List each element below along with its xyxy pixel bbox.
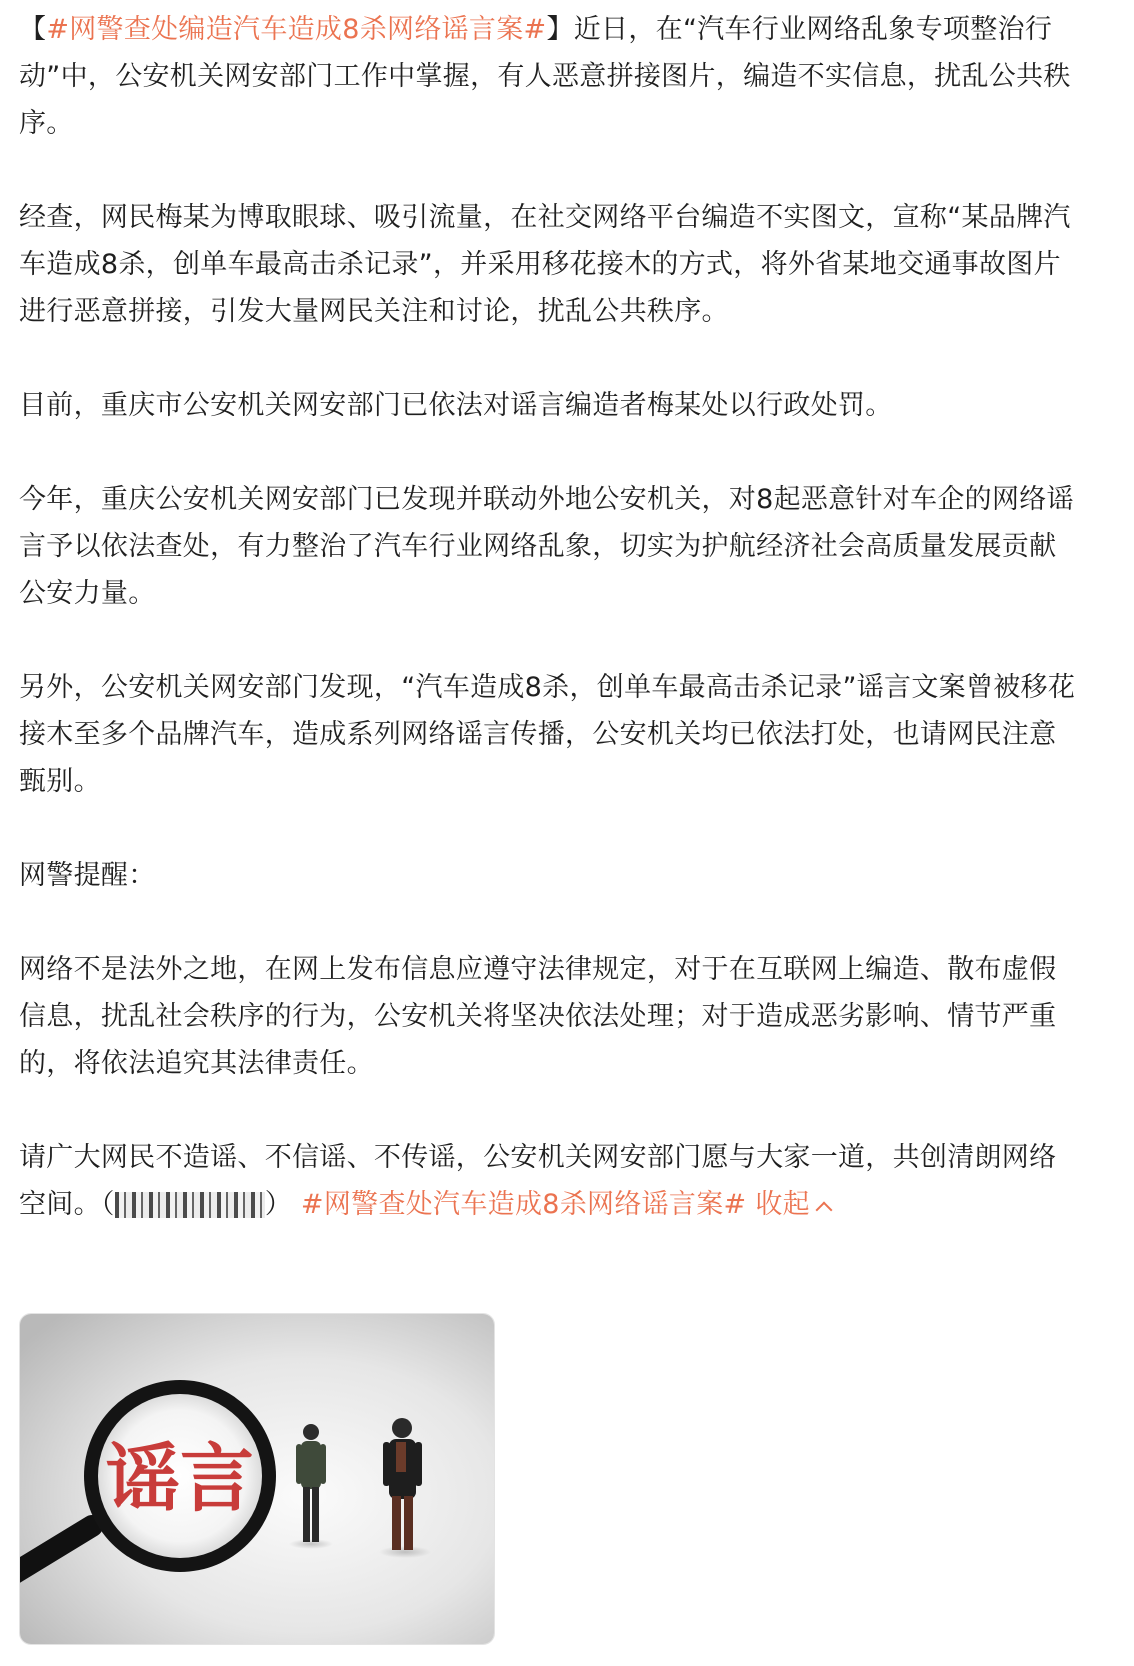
- paragraph-investigation: 经查，网民梅某为博取眼球、吸引流量，在社交网络平台编造不实图文，宣称“某品牌汽车造成8杀，创单车最高击杀记录”，并采用移花接木的方式，将外省某地交通事故图片进行恶意拼接，引发大量网民关注和讨论，扰乱公共秩序。: [19, 202, 1071, 327]
- overlay-text-rumor: 谣言: [106, 1436, 254, 1522]
- source-close-paren: ）: [264, 1189, 293, 1220]
- post-image[interactable]: [19, 1313, 495, 1645]
- hashtag-link[interactable]: #网警查处编造汽车造成8杀网络谣言案#: [46, 14, 547, 45]
- redacted-source: [115, 1192, 265, 1218]
- magnifier-rumor-image: [20, 1314, 494, 1644]
- paragraph-penalty: 目前，重庆市公安机关网安部门已依法对谣言编造者梅某处以行政处罚。: [19, 390, 893, 421]
- paragraph-reminder-heading: 网警提醒：: [19, 860, 156, 891]
- paragraph-intro: [19, 6, 1079, 147]
- chevron-up-icon: [815, 1202, 832, 1219]
- weibo-post-body: [19, 6, 1079, 1228]
- paragraph-closing: [19, 1134, 1079, 1228]
- source-open-paren: （: [100, 1189, 115, 1220]
- intro-text: 近日，在“汽车行业网络乱象专项整治行动”中，公安机关网安部门工作中掌握，有人恶意拼接图片，编造不实信息，扰乱公共秩序。: [19, 14, 1071, 139]
- paragraph-this-year: 今年，重庆公安机关网安部门已发现并联动外地公安机关，对8起恶意针对车企的网络谣言予以依法查处，有力整治了汽车行业网络乱象，切实为护航经济社会高质量发展贡献公安力量。: [19, 484, 1074, 609]
- collapse-label: 收起: [755, 1189, 810, 1220]
- hashtag-link-footer[interactable]: #网警查处汽车造成8杀网络谣言案#: [300, 1189, 747, 1220]
- collapse-button[interactable]: [755, 1189, 830, 1220]
- bracket-open: 【: [19, 14, 47, 45]
- closing-text: 请广大网民不造谣、不信谣、不传谣，公安机关网安部门愿与大家一道，共创清朗网络空间。: [19, 1142, 1057, 1220]
- bracket-close: 】: [546, 14, 574, 45]
- paragraph-legal-warning: 网络不是法外之地，在网上发布信息应遵守法律规定，对于在互联网上编造、散布虚假信息，扰乱社会秩序的行为，公安机关将坚决依法处理；对于造成恶劣影响、情节严重的，将依法追究其法律责任。: [19, 954, 1057, 1079]
- paragraph-additional: 另外，公安机关网安部门发现，“汽车造成8杀，创单车最高击杀记录”谣言文案曾被移花接木至多个品牌汽车，造成系列网络谣言传播，公安机关均已依法打处，也请网民注意甄别。: [19, 672, 1076, 797]
